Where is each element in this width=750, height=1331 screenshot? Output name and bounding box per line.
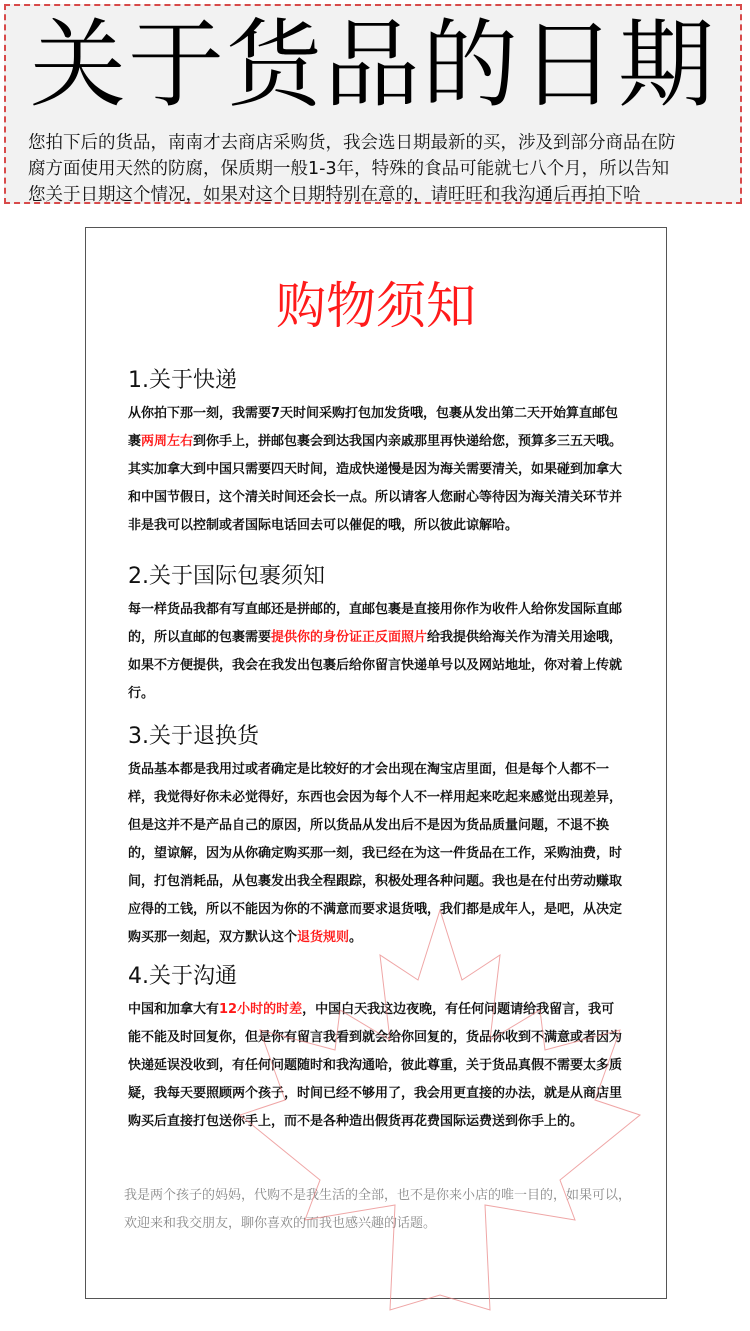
body-text: 到你手上，拼邮包裹会到达我国内亲戚那里再快递给您，预算多三五天哦。其实加拿大到中国只需要四天时间，造成快递慢是因为海关需要清关，如果碰到加拿大和中国节假日，这个清关时间还会长一点。所以请客人您耐心等待因为海关清关环节并非是我可以控制或者国际电话回去可以催促的哦，所以彼此谅解哈。 bbox=[128, 434, 623, 533]
section-heading: 4.关于沟通 bbox=[128, 964, 237, 989]
body-text: 货品基本都是我用过或者确定是比较好的才会出现在淘宝店里面，但是每个人都不一样，我觉得好你未必觉得好，东西也会因为每个人不一样用起来吃起来感觉出现差异，但是这并不是产品自己的原因，所以货品从发出后不是因为货品质量问题，不退不换的，望谅解，因为从你确定购买那一刻，我已经在为这一件货品在工作，采购油费，时间，打包消耗品，从包裹发出我全程跟踪，积极处理各种问题。我也是在付出劳动赚取应得的工钱，所以不能因为你的不满意而要求退货哦，我们都是成年人，是吧，从决定购买那一刻起，双方默认这个 bbox=[128, 762, 623, 945]
panel-title: 购物须知 bbox=[276, 277, 476, 335]
highlight-text: 两周左右 bbox=[141, 434, 194, 449]
notice-line: 您关于日期这个情况，如果对这个日期特别在意的，请旺旺和我沟通后再拍下哈 bbox=[28, 185, 641, 205]
section-shipping bbox=[128, 366, 624, 540]
highlight-text: 12小时的时差 bbox=[219, 1002, 303, 1017]
body-text: 从你拍下那一刻，我需要7天时间采购打包加发货哦，包裹从发出第二天开始算直邮包裹 bbox=[128, 406, 619, 449]
section-returns bbox=[128, 722, 624, 952]
section-communication bbox=[128, 962, 624, 1136]
section-body bbox=[128, 756, 624, 952]
notice-line: 腐方面使用天然的防腐，保质期一般1-3年，特殊的食品可能就七八个月，所以告知 bbox=[28, 159, 670, 179]
body-text: 。 bbox=[349, 930, 363, 945]
section-heading: 3.关于退换货 bbox=[128, 724, 259, 749]
body-text: 中国和加拿大有 bbox=[128, 1002, 220, 1017]
body-text: 给我提供给海关作为清关用途哦，如果不方便提供，我会在我发出包裹后给你留言快递单号以及网站地址，你对着上传就行。 bbox=[128, 630, 623, 701]
section-body bbox=[128, 400, 624, 540]
section-heading: 2.关于国际包裹须知 bbox=[128, 564, 325, 589]
notice-line: 您拍下后的货品，南南才去商店采购货，我会选日期最新的买，涉及到部分商品在防 bbox=[28, 133, 676, 153]
date-notice-box bbox=[4, 4, 742, 204]
section-body bbox=[128, 596, 624, 708]
closing-note: 我是两个孩子的妈妈，代购不是我生活的全部，也不是你来小店的唯一目的，如果可以，欢迎来和我交朋友，聊你喜欢的而我也感兴趣的话题。 bbox=[124, 1188, 632, 1231]
highlight-text: 提供你的身份证正反面照片 bbox=[271, 630, 428, 645]
body-text: ，中国白天我这边夜晚，有任何问题请给我留言，我可能不能及时回复你，但是你有留言我看到就会给你回复的，货品你收到不满意或者因为快递延误没收到，有任何问题随时和我沟通哈，彼此尊重，关于货品真假不需要太多质疑，我每天要照顾两个孩子，时间已经不够用了，我会用更直接的办法，就是从商店里购买后直接打包送你手上，而不是各种造出假货再花费国际运费送到你手上的。 bbox=[128, 1002, 623, 1129]
notice-title: 关于货品的日期 bbox=[30, 9, 716, 121]
highlight-text: 退货规则 bbox=[297, 930, 350, 945]
body-text: 每一样货品我都有写直邮还是拼邮的，直邮包裹是直接用你作为收件人给你发国际直邮的，所以直邮的包裹需要 bbox=[128, 602, 623, 645]
section-international-parcel bbox=[128, 562, 624, 708]
section-heading: 1.关于快递 bbox=[128, 368, 237, 393]
section-body bbox=[128, 996, 624, 1136]
notice-body bbox=[28, 130, 726, 208]
shopping-notice-panel bbox=[85, 227, 667, 1299]
